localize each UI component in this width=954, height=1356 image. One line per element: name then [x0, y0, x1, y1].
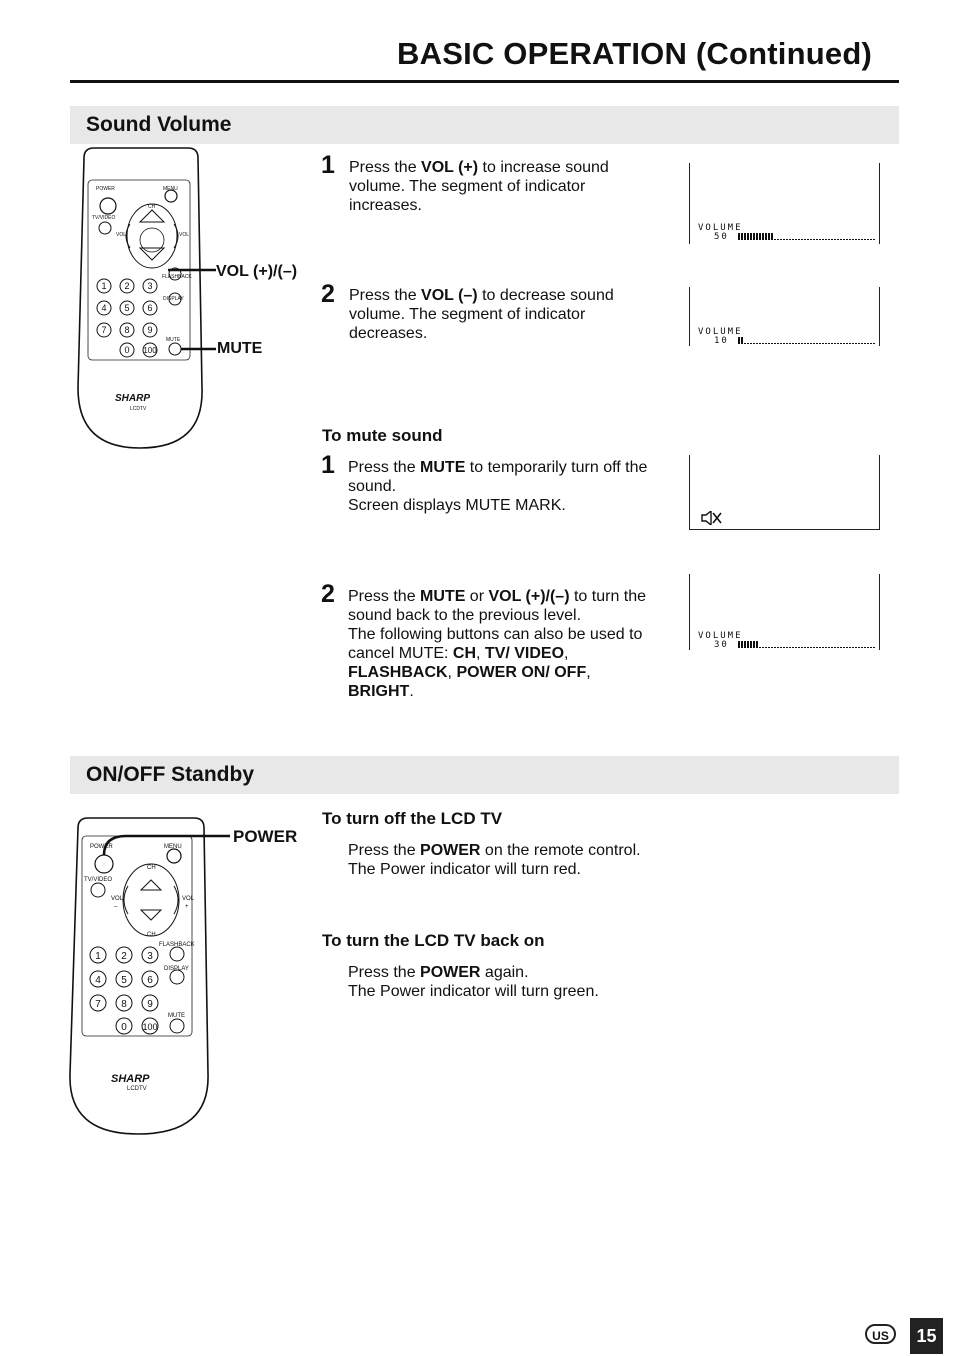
volume-segment-empty	[789, 343, 791, 344]
volume-segment-empty	[867, 239, 869, 240]
remote-key-0: 0	[124, 345, 130, 355]
volume-segment-filled	[759, 233, 761, 240]
volume-segment-empty	[795, 239, 797, 240]
volume-segment-empty	[765, 647, 767, 648]
volume-segment-filled	[741, 337, 743, 344]
volume-segment-empty	[849, 647, 851, 648]
region-badge: US	[865, 1324, 896, 1344]
osd-volume-bar	[738, 337, 876, 344]
osd-volume-label: VOLUME	[698, 327, 743, 337]
turn-on-text: Press the POWER again. The Power indicator will turn green.	[348, 964, 599, 1000]
section-bar-sound-volume	[70, 106, 899, 144]
remote-key-4: 4	[101, 303, 107, 313]
remote-power-label: POWER	[96, 186, 115, 192]
remote2-key-0: 0	[121, 1022, 127, 1033]
remote2-ch-label-bottom: CH	[147, 932, 156, 938]
volume-segment-empty	[873, 647, 875, 648]
volume-segment-empty	[864, 239, 866, 240]
volume-segment-empty	[822, 343, 824, 344]
step-text-vol-down: Press the VOL (–) to decrease sound volume. The segment of indicator decreases.	[349, 287, 614, 342]
remote-vol-label-right: VOL	[179, 232, 190, 238]
volume-segment-empty	[768, 343, 770, 344]
volume-segment-empty	[831, 647, 833, 648]
remote-mute-label: MUTE	[166, 337, 181, 343]
remote2-key-100: 100	[142, 1022, 158, 1032]
volume-segment-empty	[819, 239, 821, 240]
section-bar-onoff-standby	[70, 756, 899, 794]
callout-mute: MUTE	[217, 340, 263, 357]
volume-segment-filled	[756, 641, 758, 648]
volume-segment-empty	[873, 239, 875, 240]
step-text-vol-up: Press the VOL (+) to increase sound volume. The segment of indicator increases.	[349, 159, 609, 214]
volume-segment-empty	[846, 343, 848, 344]
volume-segment-empty	[804, 343, 806, 344]
volume-segment-empty	[783, 647, 785, 648]
osd-volume-30	[689, 574, 880, 650]
volume-segment-empty	[822, 647, 824, 648]
page-number: 15	[910, 1318, 943, 1354]
volume-segment-empty	[834, 343, 836, 344]
remote2-menu-label: MENU	[164, 844, 182, 850]
remote-key-3: 3	[147, 281, 153, 291]
volume-segment-empty	[744, 343, 746, 344]
volume-segment-empty	[801, 343, 803, 344]
step-number-1: 1	[321, 151, 335, 179]
volume-segment-empty	[786, 343, 788, 344]
mute-mark-icon	[701, 511, 723, 525]
volume-segment-empty	[825, 343, 827, 344]
remote-menu-label: MENU	[163, 186, 178, 192]
volume-segment-filled	[771, 233, 773, 240]
volume-segment-empty	[858, 343, 860, 344]
section-title: ON/OFF Standby	[86, 763, 254, 786]
volume-segment-empty	[861, 343, 863, 344]
volume-segment-empty	[864, 343, 866, 344]
volume-segment-empty	[780, 647, 782, 648]
mute-heading: To mute sound	[322, 426, 443, 445]
volume-segment-empty	[768, 647, 770, 648]
osd-volume-value: 10	[714, 336, 729, 346]
volume-segment-filled	[750, 641, 752, 648]
volume-segment-empty	[804, 647, 806, 648]
volume-segment-empty	[810, 239, 812, 240]
remote2-flashback-label: FLASHBACK	[159, 942, 195, 948]
volume-segment-empty	[861, 647, 863, 648]
volume-segment-empty	[783, 343, 785, 344]
osd-volume-label: VOLUME	[698, 223, 743, 233]
volume-segment-empty	[816, 343, 818, 344]
volume-segment-empty	[816, 647, 818, 648]
volume-segment-empty	[810, 343, 812, 344]
volume-segment-empty	[795, 647, 797, 648]
volume-segment-empty	[804, 239, 806, 240]
remote-control-illustration	[74, 144, 314, 456]
volume-segment-empty	[840, 647, 842, 648]
remote2-brand-logo: SHARP	[111, 1073, 150, 1085]
callout-vol: VOL (+)/(–)	[216, 263, 298, 280]
remote2-key-8: 8	[121, 999, 127, 1010]
volume-segment-empty	[840, 343, 842, 344]
volume-segment-empty	[828, 647, 830, 648]
volume-segment-empty	[846, 647, 848, 648]
volume-segment-empty	[831, 343, 833, 344]
volume-segment-empty	[810, 647, 812, 648]
volume-segment-empty	[783, 239, 785, 240]
volume-segment-filled	[762, 233, 764, 240]
volume-segment-empty	[855, 647, 857, 648]
remote2-key-7: 7	[95, 999, 101, 1010]
osd-volume-bar	[738, 641, 876, 648]
volume-segment-empty	[789, 647, 791, 648]
volume-segment-empty	[834, 239, 836, 240]
volume-segment-empty	[792, 239, 794, 240]
volume-segment-empty	[750, 343, 752, 344]
volume-segment-empty	[858, 239, 860, 240]
volume-segment-empty	[792, 343, 794, 344]
volume-segment-empty	[870, 343, 872, 344]
volume-segment-empty	[807, 343, 809, 344]
remote2-key-5: 5	[121, 975, 127, 986]
volume-segment-empty	[867, 343, 869, 344]
osd-volume-bar	[738, 233, 876, 240]
volume-segment-empty	[777, 343, 779, 344]
volume-segment-empty	[849, 343, 851, 344]
volume-segment-empty	[801, 647, 803, 648]
volume-segment-filled	[765, 233, 767, 240]
mute-step-number-1: 1	[321, 451, 335, 479]
volume-segment-empty	[792, 647, 794, 648]
remote-key-9: 9	[147, 325, 153, 335]
volume-segment-filled	[753, 641, 755, 648]
volume-segment-filled	[747, 233, 749, 240]
volume-segment-empty	[801, 239, 803, 240]
remote2-vol-label-right: VOL	[182, 896, 195, 902]
volume-segment-filled	[756, 233, 758, 240]
remote-tvvideo-label: TV/VIDEO	[92, 215, 116, 221]
volume-segment-empty	[786, 239, 788, 240]
volume-segment-empty	[828, 343, 830, 344]
volume-segment-empty	[870, 239, 872, 240]
volume-segment-empty	[777, 647, 779, 648]
mute-step-number-2: 2	[321, 580, 335, 608]
volume-segment-empty	[747, 343, 749, 344]
step-number-2: 2	[321, 280, 335, 308]
volume-segment-empty	[759, 647, 761, 648]
volume-segment-empty	[786, 647, 788, 648]
volume-segment-filled	[738, 337, 740, 344]
osd-volume-label: VOLUME	[698, 631, 743, 641]
step-text-mute: Press the MUTE to temporarily turn off the sound. Screen displays MUTE MARK.	[348, 459, 648, 514]
osd-mute-screen	[689, 455, 880, 530]
remote-ch-label: CH	[148, 204, 156, 210]
remote2-display-label: DISPLAY	[164, 966, 189, 972]
volume-segment-empty	[828, 239, 830, 240]
volume-segment-empty	[843, 343, 845, 344]
volume-segment-empty	[855, 239, 857, 240]
volume-segment-filled	[747, 641, 749, 648]
volume-segment-empty	[789, 239, 791, 240]
step-text-unmute: Press the MUTE or VOL (+)/(–) to turn the sound back to the previous level. The following buttons can also be used to cancel MUTE: CH, TV/ VIDEO, FLASHBACK, POWER ON/ OFF, BRIGHT.	[348, 588, 647, 700]
osd-volume-value: 50	[714, 232, 729, 242]
volume-segment-empty	[837, 343, 839, 344]
remote2-tvvideo-label: TV/VIDEO	[84, 877, 113, 883]
remote2-key-2: 2	[121, 951, 127, 962]
volume-segment-empty	[765, 343, 767, 344]
volume-segment-empty	[759, 343, 761, 344]
remote2-key-3: 3	[147, 951, 153, 962]
remote2-mute-label: MUTE	[168, 1013, 185, 1019]
remote-key-6: 6	[147, 303, 153, 313]
volume-segment-empty	[852, 343, 854, 344]
volume-segment-filled	[750, 233, 752, 240]
volume-segment-empty	[864, 647, 866, 648]
volume-segment-empty	[807, 647, 809, 648]
volume-segment-empty	[762, 343, 764, 344]
remote-key-100: 100	[143, 346, 157, 355]
remote2-model-label: LCDTV	[127, 1086, 147, 1092]
remote2-power-label: POWER	[90, 844, 113, 850]
volume-segment-empty	[861, 239, 863, 240]
volume-segment-filled	[744, 233, 746, 240]
remote-control-illustration-2	[66, 814, 316, 1138]
remote-key-8: 8	[124, 325, 130, 335]
remote2-key-1: 1	[95, 951, 101, 962]
remote-display-label: DISPLAY	[163, 296, 184, 302]
page-title: BASIC OPERATION (Continued)	[397, 36, 872, 71]
volume-segment-filled	[741, 233, 743, 240]
volume-segment-empty	[774, 239, 776, 240]
volume-segment-empty	[807, 239, 809, 240]
volume-segment-filled	[768, 233, 770, 240]
volume-segment-empty	[777, 239, 779, 240]
remote2-minus-label: –	[114, 904, 118, 910]
volume-segment-empty	[771, 647, 773, 648]
volume-segment-empty	[843, 239, 845, 240]
volume-segment-empty	[756, 343, 758, 344]
osd-volume-50	[689, 163, 880, 244]
volume-segment-empty	[837, 239, 839, 240]
volume-segment-empty	[840, 239, 842, 240]
remote2-key-9: 9	[147, 999, 153, 1010]
volume-segment-empty	[753, 343, 755, 344]
volume-segment-empty	[762, 647, 764, 648]
remote2-key-4: 4	[95, 975, 101, 986]
volume-segment-empty	[816, 239, 818, 240]
remote-model-label: LCDTV	[130, 406, 147, 412]
volume-segment-empty	[795, 343, 797, 344]
volume-segment-empty	[867, 647, 869, 648]
volume-segment-empty	[846, 239, 848, 240]
remote-key-5: 5	[124, 303, 130, 313]
volume-segment-empty	[843, 647, 845, 648]
volume-segment-empty	[819, 647, 821, 648]
volume-segment-empty	[849, 239, 851, 240]
volume-segment-empty	[780, 343, 782, 344]
volume-segment-filled	[738, 641, 740, 648]
turn-off-heading: To turn off the LCD TV	[322, 809, 503, 828]
remote-key-2: 2	[124, 281, 130, 291]
volume-segment-empty	[813, 343, 815, 344]
volume-segment-empty	[771, 343, 773, 344]
volume-segment-filled	[738, 233, 740, 240]
volume-segment-empty	[870, 647, 872, 648]
volume-segment-empty	[873, 343, 875, 344]
volume-segment-empty	[858, 647, 860, 648]
volume-segment-empty	[825, 647, 827, 648]
remote2-plus-label: +	[185, 904, 189, 910]
volume-segment-empty	[813, 239, 815, 240]
volume-segment-empty	[813, 647, 815, 648]
volume-segment-empty	[819, 343, 821, 344]
volume-segment-empty	[774, 343, 776, 344]
osd-volume-value: 30	[714, 640, 729, 650]
turn-on-heading: To turn the LCD TV back on	[322, 931, 545, 950]
volume-segment-empty	[852, 239, 854, 240]
volume-segment-empty	[837, 647, 839, 648]
remote-vol-label: VOL	[116, 232, 127, 238]
remote-brand-logo: SHARP	[115, 393, 151, 404]
volume-segment-empty	[798, 239, 800, 240]
remote2-vol-label: VOL	[111, 896, 124, 902]
section-title: Sound Volume	[86, 113, 232, 136]
volume-segment-filled	[744, 641, 746, 648]
volume-segment-empty	[780, 239, 782, 240]
volume-segment-empty	[831, 239, 833, 240]
volume-segment-empty	[852, 647, 854, 648]
volume-segment-empty	[825, 239, 827, 240]
title-rule	[70, 80, 899, 83]
volume-segment-empty	[822, 239, 824, 240]
volume-segment-filled	[753, 233, 755, 240]
remote-flashback-label: FLASHBACK	[162, 274, 192, 280]
remote-key-1: 1	[101, 281, 107, 291]
volume-segment-filled	[741, 641, 743, 648]
turn-off-text: Press the POWER on the remote control. The Power indicator will turn red.	[348, 842, 641, 878]
volume-segment-empty	[774, 647, 776, 648]
remote2-key-6: 6	[147, 975, 153, 986]
callout-power: POWER	[233, 827, 298, 846]
volume-segment-empty	[834, 647, 836, 648]
volume-segment-empty	[798, 343, 800, 344]
volume-segment-empty	[855, 343, 857, 344]
remote-key-7: 7	[101, 325, 107, 335]
remote2-ch-label: CH	[147, 865, 156, 871]
volume-segment-empty	[798, 647, 800, 648]
osd-volume-10	[689, 287, 880, 346]
